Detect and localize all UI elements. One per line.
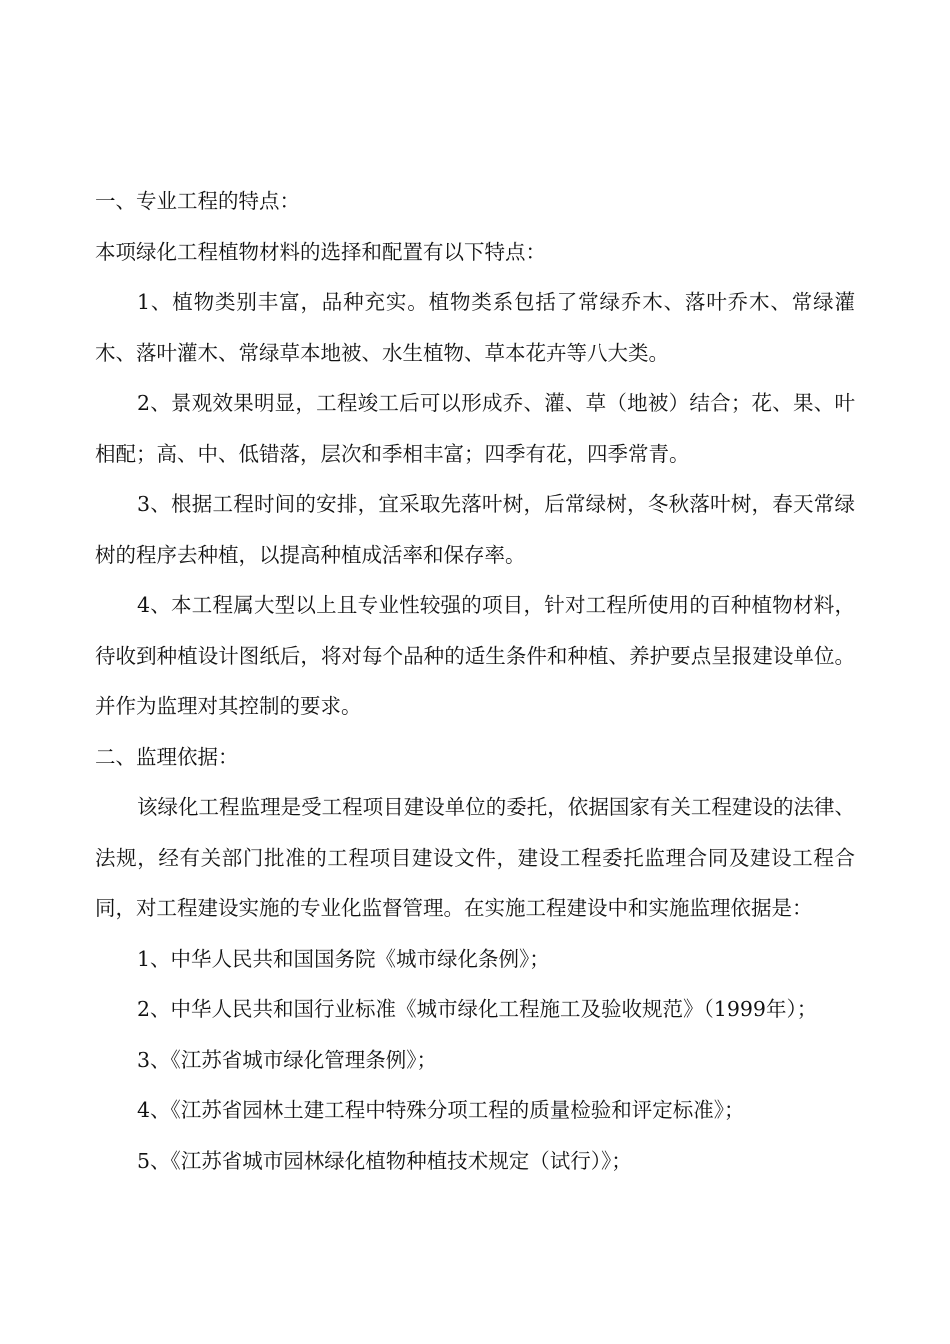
section-1-heading: 一、专业工程的特点：	[95, 189, 300, 213]
document-body	[95, 176, 855, 1186]
section-2-item-5: 5、《江苏省城市园林绿化植物种植技术规定（试行）》；	[137, 1148, 632, 1173]
section-2-item-3: 3、《江苏省城市绿化管理条例》；	[137, 1047, 438, 1072]
section-1-intro: 本项绿化工程植物材料的选择和配置有以下特点：	[95, 239, 546, 264]
section-2-heading: 二、监理依据：	[95, 744, 239, 769]
section-1-point-3: 3、根据工程时间的安排，宜采取先落叶树，后常绿树，冬秋落叶树，春天常绿树的程序去种植，以提高种植成活率和保存率。	[95, 492, 855, 567]
section-1-point-1: 1、植物类别丰富，品种充实。植物类系包括了常绿乔木、落叶乔木、常绿灌木、落叶灌木、常绿草本地被、水生植物、草本花卉等八大类。	[95, 290, 855, 365]
section-2-intro: 该绿化工程监理是受工程项目建设单位的委托，依据国家有关工程建设的法律、法规，经有关部门批准的工程项目建设文件，建设工程委托监理合同及建设工程合同，对工程建设实施的专业化监督管理。在实施工程建设中和实施监理依据是：	[95, 795, 855, 920]
section-1-point-2: 2、景观效果明显，工程竣工后可以形成乔、灌、草（地被）结合；花、果、叶相配；高、中、低错落，层次和季相丰富；四季有花，四季常青。	[95, 391, 855, 466]
section-2-item-1: 1、中华人民共和国国务院《城市绿化条例》；	[137, 946, 550, 971]
section-2-item-4: 4、《江苏省园林土建工程中特殊分项工程的质量检验和评定标准》；	[137, 1098, 745, 1122]
section-2-item-2: 2、中华人民共和国行业标准《城市绿化工程施工及验收规范》（1999年）；	[137, 997, 818, 1021]
section-1-point-4: 4、本工程属大型以上且专业性较强的项目，针对工程所使用的百种植物材料，待收到种植设计图纸后，将对每个品种的适生条件和种植、养护要点呈报建设单位。并作为监理对其控制的要求。	[95, 593, 855, 718]
